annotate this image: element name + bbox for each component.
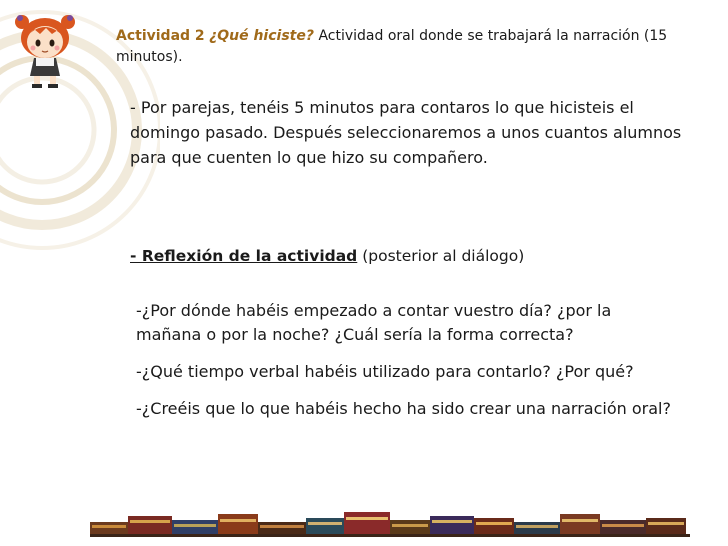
cartoon-girl-icon: [10, 10, 80, 90]
reflection-note: (posterior al diálogo): [362, 247, 525, 265]
reflection-heading: [130, 244, 690, 268]
question-item: -¿Qué tiempo verbal habéis utilizado para contarlo? ¿Por qué?: [136, 362, 634, 381]
slide-header: [116, 26, 676, 68]
activity-question: ¿Qué hiciste?: [209, 28, 314, 44]
reflection-title: - Reflexión de la actividad: [130, 247, 358, 265]
activity-label: Actividad 2: [116, 28, 205, 44]
instruction-paragraph: - Por parejas, tenéis 5 minutos para contaros lo que hicisteis el domingo pasado. Después seleccionaremos a unos cuantos alumnos para que cuenten lo que hizo su compañero.: [130, 98, 682, 167]
question-item: -¿Creéis que lo que habéis hecho ha sido crear una narración oral?: [136, 399, 671, 418]
book-row-decoration: [90, 500, 710, 540]
question-item: -¿Por dónde habéis empezado a contar vuestro día? ¿por la mañana o por la noche? ¿Cuál sería la forma correcta?: [136, 301, 612, 344]
activity-description: Actividad oral donde se trabajará la narración (15 minutos).: [116, 28, 668, 65]
